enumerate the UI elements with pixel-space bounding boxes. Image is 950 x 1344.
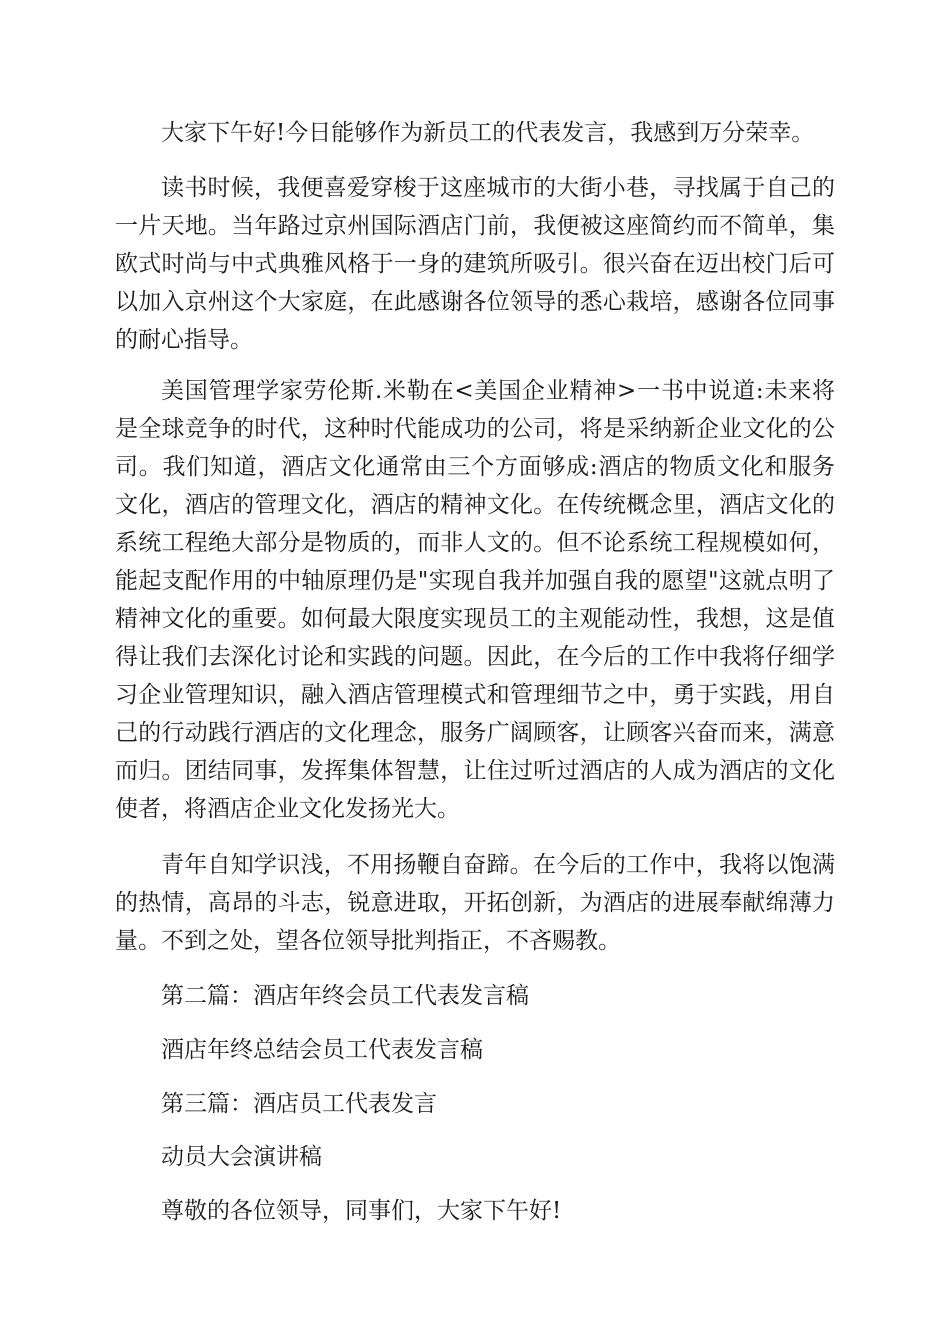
- paragraph-closing-greeting: 尊敬的各位领导，同事们，大家下午好!: [161, 1198, 562, 1224]
- paragraph-greeting: 大家下午好!今日能够作为新员工的代表发言，我感到万分荣幸。: [161, 120, 815, 146]
- paragraph-commitment: 青年自知学识浅，不用扬鞭自奋蹄。在今后的工作中，我将以饱满的热情，高昂的斗志，锐意进取，开拓创新，为酒店的进展奉献绵薄力量。不到之处，望各位领导批判指正，不吝赐教。: [115, 852, 835, 954]
- heading-part-three: 第三篇：酒店员工代表发言: [161, 1091, 437, 1117]
- heading-mobilization-speech: 动员大会演讲稿: [161, 1144, 322, 1170]
- heading-year-end-speech: 酒店年终总结会员工代表发言稿: [161, 1037, 483, 1063]
- paragraph-corporate-culture: 美国管理学家劳伦斯.米勒在<美国企业精神>一书中说道:未来将是全球竞争的时代，这种时代能成功的公司，将是采纳新企业文化的公司。我们知道，酒店文化通常由三个方面够成:酒店的物质文化和服务文化，酒店的管理文化，酒店的精神文化。在传统概念里，酒店文化的系统工程绝大部分是物质的，而非人文的。但不论系统工程规模如何，能起支配作用的中轴原理仍是"实现自我并加强自我的愿望"这就点明了精神文化的重要。如何最大限度实现员工的主观能动性，我想，这是值得让我们去深化讨论和实践的问题。因此，在今后的工作中我将仔细学习企业管理知识，融入酒店管理模式和管理细节之中，勇于实践，用自己的行动践行酒店的文化理念，服务广阔顾客，让顾客兴奋而来，满意而归。团结同事，发挥集体智慧，让住过听过酒店的人成为酒店的文化使者，将酒店企业文化发扬光大。: [115, 378, 835, 822]
- heading-part-two: 第二篇：酒店年终会员工代表发言稿: [161, 983, 529, 1009]
- paragraph-student-days: 读书时候，我便喜爱穿梭于这座城市的大街小巷，寻找属于自己的一片天地。当年路过京州国际酒店门前，我便被这座简约而不简单，集欧式时尚与中式典雅风格于一身的建筑所吸引。很兴奋在迈出校门后可以加入京州这个大家庭，在此感谢各位领导的悉心栽培，感谢各位同事的耐心指导。: [115, 175, 835, 353]
